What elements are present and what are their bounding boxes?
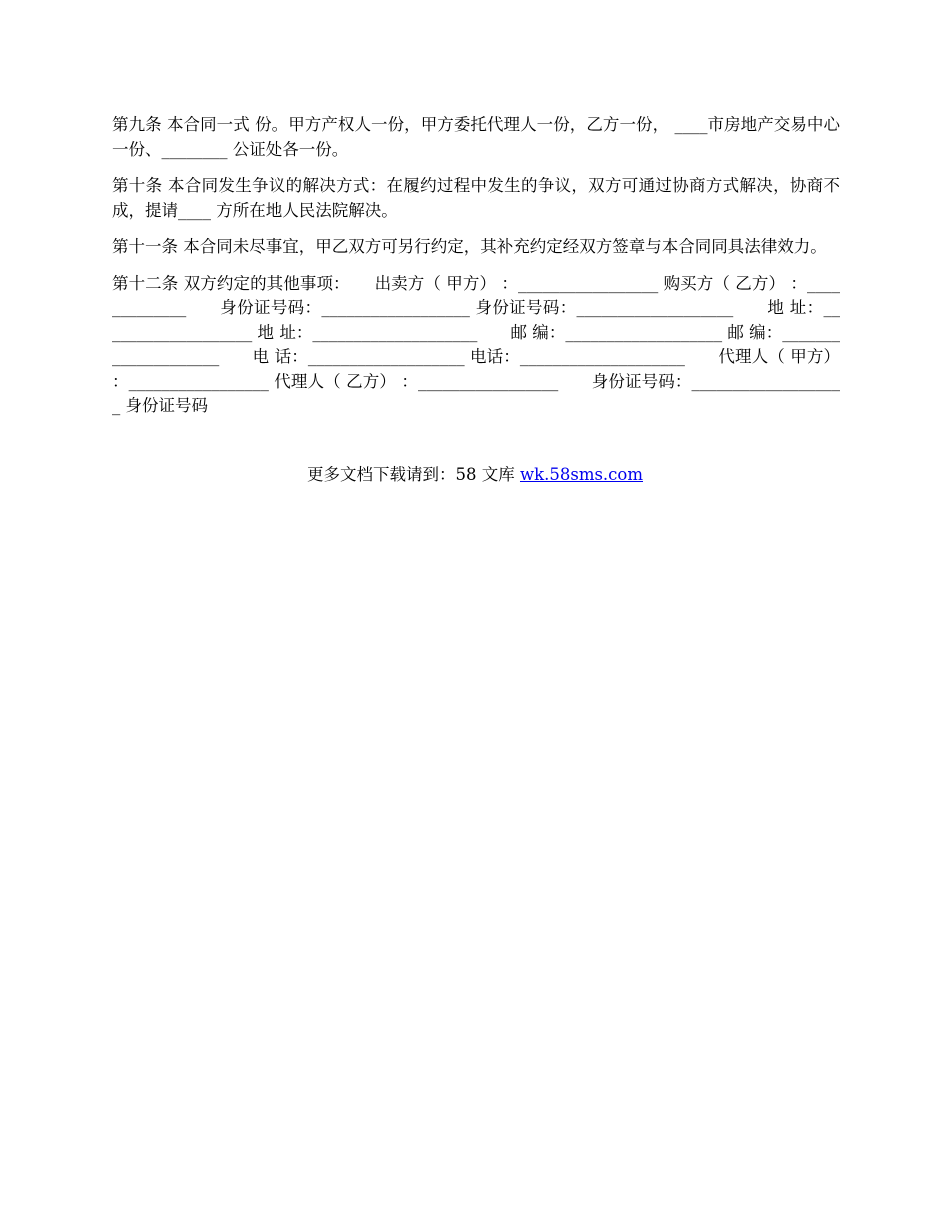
article-12: 第十二条 双方约定的其他事项： 出卖方（ 甲方） ：_________________ 购买方（ 乙方） ：_____________ 身份证号码：__________________ 身份证号码：___________________ 地 址：___________________ 地 址：____________________ 邮 编：___________________ 邮 编：____________________ 电 话：___________________ 电话：____________________ 代理人（ 甲方） ：_________________ 代理人（ 乙方） ：_________________ 身份证号码：___________________ 身份证号码 (112, 273, 840, 415)
article-9: 第九条 本合同一式 份。甲方产权人一份，甲方委托代理人一份，乙方一份， ____市房地产交易中心一份、________ 公证处各一份。 (112, 115, 840, 159)
footer-link[interactable]: wk.58sms.com (519, 465, 643, 484)
footer-prefix: 更多文档下载请到：58 文库 (306, 465, 520, 484)
download-footer (0, 463, 950, 487)
article-11: 第十一条 本合同未尽事宜，甲乙双方可另行约定，其补充约定经双方签章与本合同同具法律效力。 (112, 237, 827, 256)
article-10: 第十条 本合同发生争议的解决方式：在履约过程中发生的争议，双方可通过协商方式解决，协商不成，提请____ 方所在地人民法院解决。 (112, 176, 840, 220)
document-body (112, 113, 840, 419)
